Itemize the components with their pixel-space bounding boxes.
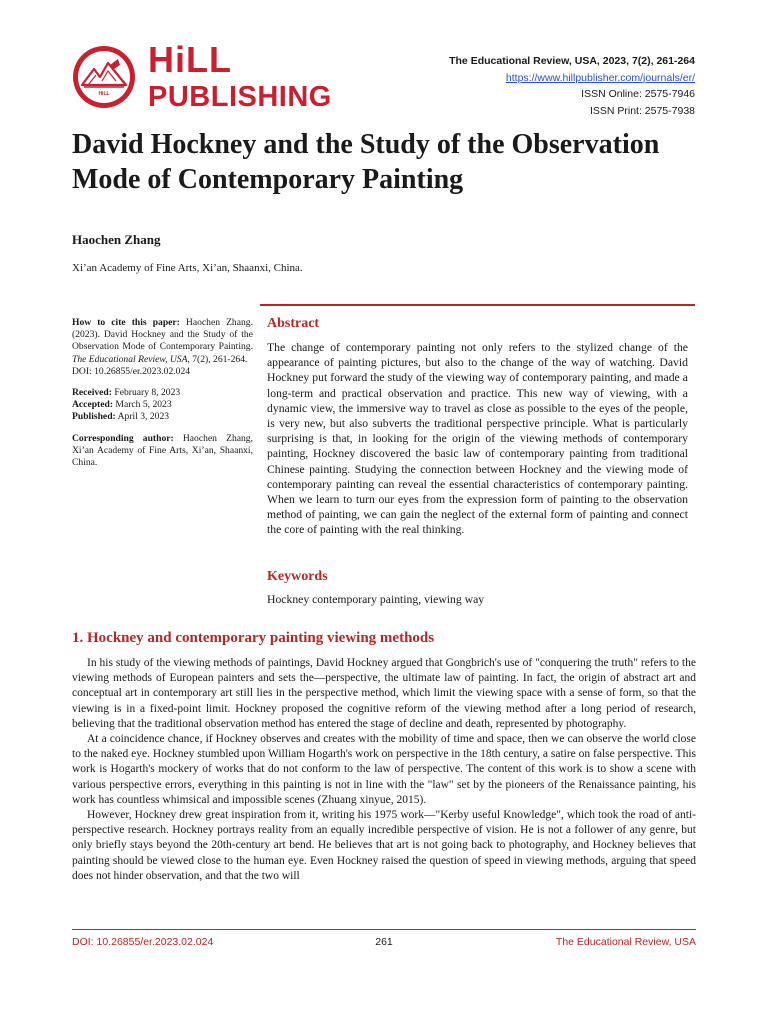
footer-divider [72,929,696,930]
cite-journal: The Educational Review, USA [72,353,188,365]
page-number: 261 [375,936,393,948]
journal-url-link[interactable]: https://www.hillpublisher.com/journals/er/ [505,71,695,84]
abstract-section [267,316,688,538]
accepted-date: March 5, 2023 [113,399,172,411]
corr-label: Corresponding author: [72,432,174,444]
published-label: Published: [72,411,116,423]
keywords-text: Hockney contemporary painting, viewing way [267,593,485,606]
article-title: David Hockney and the Study of the Observation Mode of Contemporary Painting [72,129,660,195]
abstract-text: The change of contemporary painting not only refers to the stylized change of the appearance of painting pictures, but also to the change of the way of watching. David Hockney put forward the study of the viewing way of contemporary painting, and made a long-term and practical observation and practice. This new way of viewing, with a dynamic view, the immersive way to travel as close as possible to the eyes of the people, is very new, but also subverts the traditional perspective principle. What is particularly surprising is that, in looking for the origin of the viewing methods of contemporary painting, Hockney discovered the basic law of contemporary painting from traditional Chinese painting. Studying the connection between Hockney and the viewing mode of contemporary painting can reveal the essential characteristics of contemporary painting. When we learn to turn our eyes from the expression form of painting to the observation method of painting, we can gain the neglect of the external form of painting and connect the core of painting with the real thinking. [267,341,688,537]
how-to-cite [72,317,253,378]
author-affiliation: Xi’an Academy of Fine Arts, Xi’an, Shaanxi, China. [72,262,303,274]
published-date: April 3, 2023 [115,411,170,423]
corr-text: Haochen Zhang, Xi’an Academy of Fine Arts, Xi’an, Shaanxi, China. [72,432,253,469]
section-1-heading: 1. Hockney and contemporary painting viewing methods [72,630,435,646]
publisher-name-line2: PUBLISHING [148,81,332,113]
cite-doi: DOI: 10.26855/er.2023.02.024 [72,365,191,377]
corresponding-author [72,433,253,470]
body-paragraph: However, Hockney drew great inspiration from it, writing his 1975 work—"Kerby useful Knowledge", which took the road of anti-perspective research. Hockney portrays reality from an equally incredible perspective of vision. He is not a follower of any genre, but only briefly stays beyond the 20th-century art bend. He believes that art is not going back to photography, and Hockney believes that painting should be viewed close to the human eye. Even Hockney raised the question of speed in viewing methods, arguing that speed does not hinder observation, and that the two will [72,809,696,882]
cite-label: How to cite this paper: [72,317,180,328]
publisher-name-line1: HiLL [148,39,232,80]
footer-journal: The Educational Review, USA [555,936,696,948]
issn-online: ISSN Online: 2575-7946 [581,88,695,100]
cite-text: Haochen Zhang. (2023). David Hockney and the Study of the Observation Mode of Contemporary Painting. [72,317,253,353]
accepted-label: Accepted: [72,399,114,411]
section-1-body [72,656,696,884]
dates [72,387,253,424]
footer-doi: DOI: 10.26855/er.2023.02.024 [72,936,214,948]
abstract-heading: Abstract [267,316,320,331]
body-paragraph: In his study of the viewing methods of paintings, David Hockney argued that Gongbrich's use of "conquering the truth" refers to the viewing methods of European painters and sets the—perspective, the ultimate law of painting. In fact, the origin of abstract art and conceptual art in contemporary art still lies in the perspective method, which limit the viewing space with a sense of form, so that the viewing is in a fixed-point limit. Hockney proposed the cognitive reform of the viewing method after a long period of research, believing that the traditional observation method has entered the stage of decline and death, represented by photography. [72,657,696,730]
received-date: February 8, 2023 [111,387,181,399]
issn-print: ISSN Print: 2575-7938 [589,104,695,117]
keywords-section [267,569,688,606]
journal-citation: The Educational Review, USA, 2023, 7(2), 261-264 [449,55,695,67]
logo-caption: HiLL [98,91,110,97]
keywords-heading: Keywords [267,569,328,584]
journal-info [449,53,695,119]
article-metadata-sidebar [72,317,253,478]
body-paragraph: At a coincidence chance, if Hockney observes and creates with the mobility of time and space, then we can observe the world close to the naked eye. Hockney stumbled upon William Hogarth's work on perspective in the 18th century, a satire on false perspective. This work is Hogarth's mockery of works that do not conform to the law of perspective. The content of this work is to show a scene with various perspective errors, everything in this painting is not in line with the "law" set by the pioneers of the Renaissance painting, his work has countless whimsical and impossible scenes (Zhuang xinyue, 2015). [72,733,696,806]
hill-publishing-logo [72,45,136,109]
author-name: Haochen Zhang [72,232,161,247]
received-label: Received: [72,387,112,399]
cite-volume: , 7(2), 261-264. [187,353,248,365]
abstract-divider [260,304,695,306]
